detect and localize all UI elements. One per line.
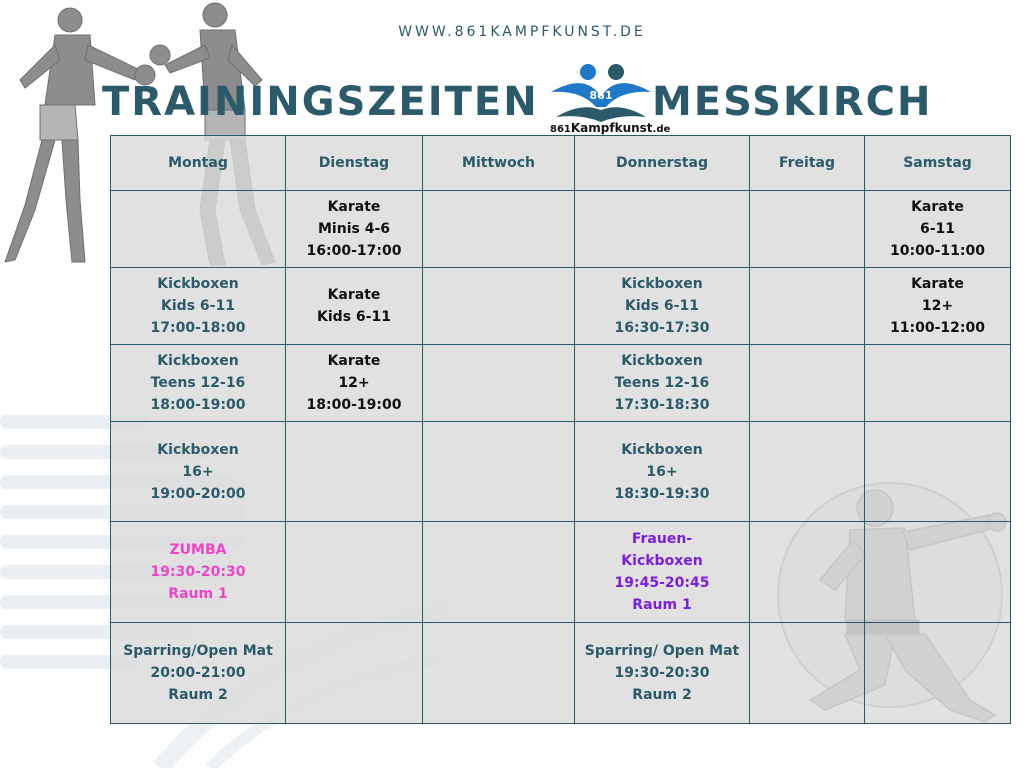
- schedule-cell: Kickboxen 16+ 19:00-20:00: [111, 422, 286, 522]
- day-header-freitag: Freitag: [750, 136, 865, 191]
- schedule-cell: [750, 268, 865, 345]
- logo-brand-prefix: 861: [550, 124, 571, 135]
- schedule-cell: Kickboxen Teens 12-16 17:30-18:30: [575, 345, 750, 422]
- schedule-cell: Karate Minis 4-6 16:00-17:00: [286, 191, 423, 268]
- logo-brand-suffix: .de: [652, 124, 671, 135]
- title-messkirch: MESSKIRCH: [652, 79, 933, 125]
- title-trainingszeiten: TRAININGSZEITEN: [102, 79, 539, 125]
- schedule-cell: [286, 623, 423, 724]
- schedule-cell: [865, 422, 1011, 522]
- schedule-cell: [423, 522, 575, 623]
- schedule-cell: [750, 422, 865, 522]
- schedule-cell: Kickboxen Kids 6-11 17:00-18:00: [111, 268, 286, 345]
- schedule-cell: Sparring/ Open Mat 19:30-20:30 Raum 2: [575, 623, 750, 724]
- schedule-cell: [865, 623, 1011, 724]
- schedule-cell: [423, 268, 575, 345]
- schedule-cell: [423, 191, 575, 268]
- schedule-cell: [750, 191, 865, 268]
- schedule-cell: [423, 422, 575, 522]
- schedule-cell: Karate 12+ 11:00-12:00: [865, 268, 1011, 345]
- day-header-dienstag: Dienstag: [286, 136, 423, 191]
- schedule-cell: Kickboxen Kids 6-11 16:30-17:30: [575, 268, 750, 345]
- table-row: [111, 268, 1011, 345]
- table-row: [111, 522, 1011, 623]
- schedule-cell: Kickboxen Teens 12-16 18:00-19:00: [111, 345, 286, 422]
- day-header-samstag: Samstag: [865, 136, 1011, 191]
- schedule-cell: [575, 191, 750, 268]
- schedule-cell: [750, 623, 865, 724]
- table-row: [111, 422, 1011, 522]
- schedule-cell: [750, 345, 865, 422]
- logo-number: 861: [589, 89, 613, 102]
- schedule-cell: [865, 345, 1011, 422]
- schedule-cell: [423, 623, 575, 724]
- day-header-mittwoch: Mittwoch: [423, 136, 575, 191]
- logo-brand-name: Kampfkunst: [570, 121, 653, 135]
- website-url[interactable]: WWW.861KAMPFKUNST.DE: [398, 24, 646, 40]
- schedule-cell: [865, 522, 1011, 623]
- table-row: [111, 345, 1011, 422]
- table-row: [111, 623, 1011, 724]
- schedule-cell: Kickboxen 16+ 18:30-19:30: [575, 422, 750, 522]
- table-row: [111, 191, 1011, 268]
- day-header-donnerstag: Donnerstag: [575, 136, 750, 191]
- day-header-montag: Montag: [111, 136, 286, 191]
- schedule-cell: [750, 522, 865, 623]
- header-row: [111, 136, 1011, 191]
- schedule-cell: Frauen- Kickboxen 19:45-20:45 Raum 1: [575, 522, 750, 623]
- schedule-cell: [286, 522, 423, 623]
- schedule-table: [110, 135, 1011, 724]
- schedule-cell: [111, 191, 286, 268]
- schedule-cell: Karate 12+ 18:00-19:00: [286, 345, 423, 422]
- schedule-cell: ZUMBA 19:30-20:30 Raum 1: [111, 522, 286, 623]
- logo-brand: [550, 121, 670, 135]
- schedule-cell: [423, 345, 575, 422]
- schedule-cell: Karate Kids 6-11: [286, 268, 423, 345]
- schedule-cell: [286, 422, 423, 522]
- schedule-cell: Karate 6-11 10:00-11:00: [865, 191, 1011, 268]
- schedule-cell: Sparring/Open Mat 20:00-21:00 Raum 2: [111, 623, 286, 724]
